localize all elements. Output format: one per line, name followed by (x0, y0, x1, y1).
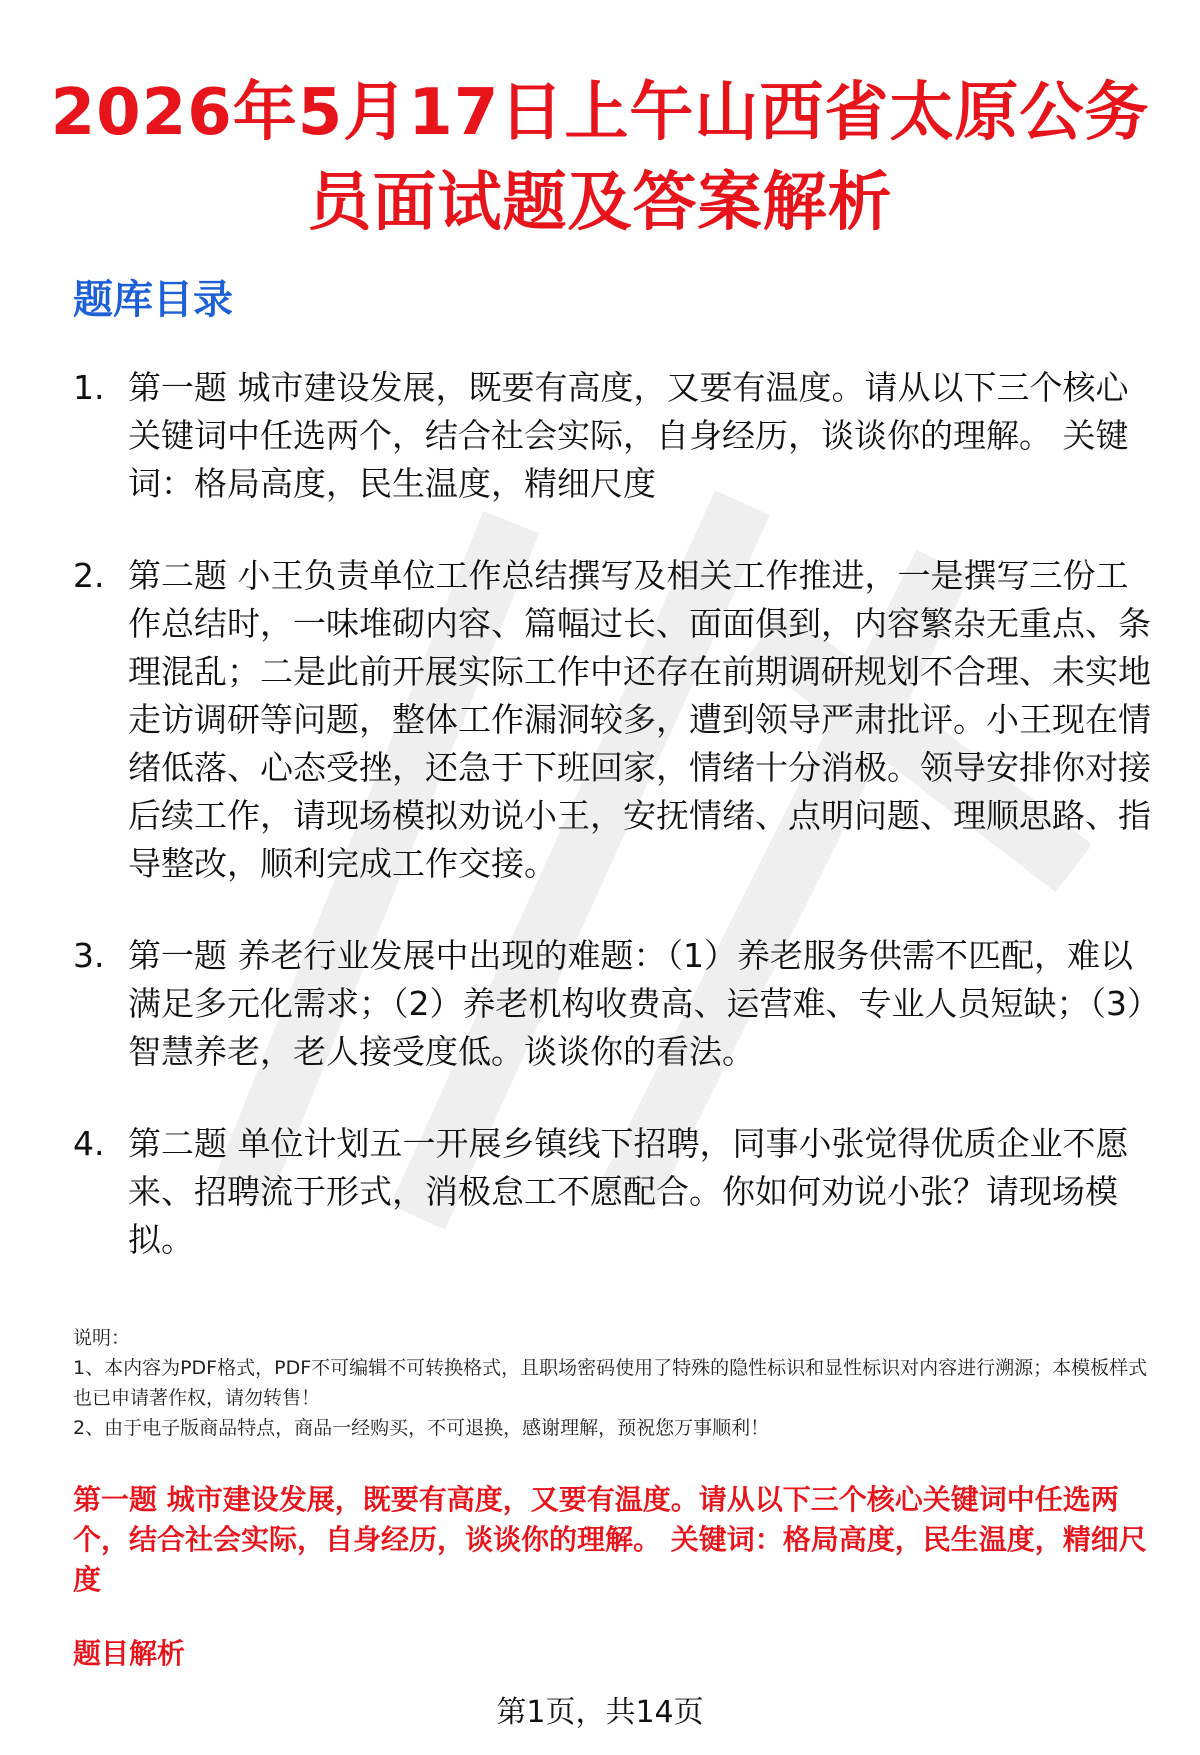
notes-line-2: 2、由于电子版商品特点，商品一经购买，不可退换，感谢理解，预祝您万事顺利！ (73, 1417, 770, 1439)
toc-item (73, 932, 1158, 1076)
notes-line-1: 1、本内容为PDF格式，PDF不可编辑不可转换格式，且职场密码使用了特殊的隐性标识和显性标识对内容进行溯源；本模板样式也已申请著作权，请勿转售！ (73, 1357, 1148, 1409)
toc-item-text: 第二题 单位计划五一开展乡镇线下招聘，同事小张觉得优质企业不愿来、招聘流于形式，消极怠工不愿配合。你如何劝说小张？请现场模拟。 (128, 1124, 1129, 1259)
toc-item-text: 第一题 养老行业发展中出现的难题：（1）养老服务供需不匹配，难以满足多元化需求；（2）养老机构收费高、运营难、专业人员短缺；（3）智慧养老，老人接受度低。谈谈你的看法。 (128, 936, 1144, 1071)
document-title: 2026年5月17日上午山西省太原公务员面试题及答案解析 (50, 76, 1150, 240)
toc-item-number: 2. (73, 556, 105, 595)
notes-section (73, 1323, 1158, 1443)
analysis-label: 题目解析 (73, 1637, 186, 1670)
toc-item (73, 552, 1158, 888)
toc-heading: 题库目录 (73, 277, 233, 323)
toc-item (73, 1120, 1158, 1264)
notes-label: 说明： (73, 1327, 131, 1349)
page-number: 第1页，共14页 (496, 1695, 704, 1730)
toc-item-number: 4. (73, 1124, 105, 1163)
toc-item-number: 3. (73, 936, 105, 975)
toc-item-number: 1. (73, 368, 105, 407)
toc-item-text: 第一题 城市建设发展，既要有高度，又要有温度。请从以下三个核心关键词中任选两个，结合社会实际，自身经历，谈谈你的理解。 关键词：格局高度，民生温度，精细尺度 (128, 368, 1129, 503)
toc-item (73, 364, 1158, 508)
question-heading: 第一题 城市建设发展，既要有高度，又要有温度。请从以下三个核心关键词中任选两个，结合社会实际，自身经历，谈谈你的理解。 关键词：格局高度，民生温度，精细尺度 (73, 1483, 1147, 1596)
toc-list (73, 364, 1158, 1308)
toc-item-text: 第二题 小王负责单位工作总结撰写及相关工作推进，一是撰写三份工作总结时，一味堆砌内容、篇幅过长、面面俱到，内容繁杂无重点、条理混乱；二是此前开展实际工作中还存在前期调研规划不合理、未实地走访调研等问题，整体工作漏洞较多，遭到领导严肃批评。小王现在情绪低落、心态受挫，还急于下班回家，情绪十分消极。领导安排你对接后续工作，请现场模拟劝说小王，安抚情绪、点明问题、理顺思路、指导整改，顺利完成工作交接。 (128, 556, 1151, 883)
